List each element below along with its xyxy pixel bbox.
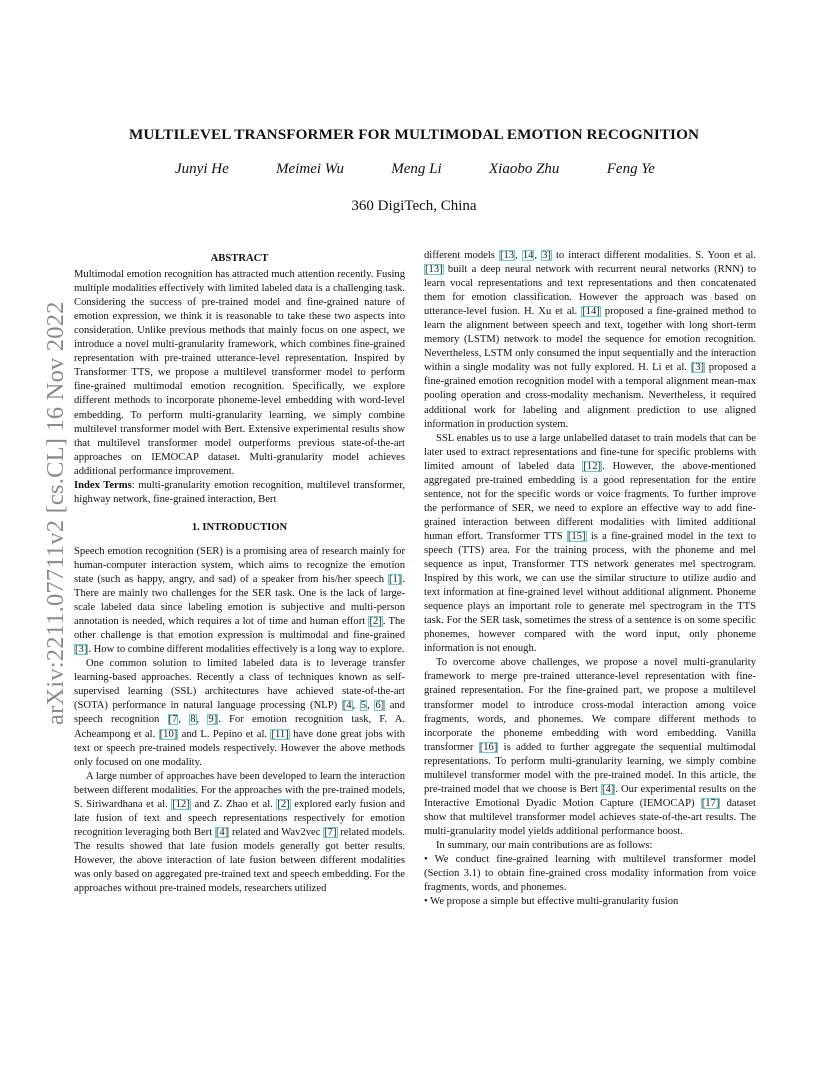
intro-paragraph — [424, 656, 756, 839]
text-run: proposed a fine-grained method to learn the alignment between speech and text, together with long short-term memory (LSTM) network to model the sequence for emotion recognition. Nevertheless, LSTM only consumed the input sequentially and the interaction within a single modality was not fully explored. H. Li et al. — [424, 306, 757, 374]
citation-link[interactable]: [7 — [168, 714, 178, 726]
citation-link[interactable]: [12] — [583, 460, 602, 472]
text-run: and Z. Zhao et al. — [190, 798, 277, 810]
text-run: dataset show that multilevel transformer model achieves state-of-the-art results. The multi-granularity model yields additional performance boost. — [424, 797, 756, 837]
citation-link[interactable]: 8 — [190, 714, 196, 726]
text-run: SSL enables us to use a large unlabelled dataset to train models that can be later used to extract representations and fine-tune for specific problems with limited amount of labeled data — [424, 432, 756, 472]
intro-paragraph: One common solution to limited labeled data is to leverage transfer learning-based approaches. Recently a class of techniques known as self-supervised learning (SSL) architectures have achieved state-of-the-art (SOTA) performance in natural language processing (NLP) [4, 5, 6] and speech recognition [7, 8, 9]. For emotion recognition task, F. A. Acheampong et al. [10] and L. Pepino et al. [11] have done great jobs with text or speech pre-trained models respectively. However the above methods only focused on one modality. — [74, 658, 406, 768]
intro-paragraph — [74, 770, 405, 896]
text-run: related models. The results showed that late fusion models generally got better results. However, the above interaction of late fusion between different modalities was only based on aggregated pre-trained text and speech embedding. For the approaches without pre-trained models, researchers utilized — [74, 826, 405, 895]
author-name: Junyi He — [175, 161, 229, 177]
text-run: and speech recognition — [74, 700, 406, 726]
citation-link[interactable]: [10] — [159, 728, 178, 740]
citation-link[interactable]: [3] — [75, 644, 88, 656]
text-run: Speech emotion recognition (SER) is a promising area of research mainly for human-computer interaction system, which aims to recognize the emotion state (such as happy, angry, and sad) of a speaker from his/her speech — [74, 545, 405, 585]
abstract-text: Multimodal emotion recognition has attracted much attention recently. Fusing multiple modalities effectively with limited labeled data is a challenging task. Considering the success of pre-trained model and fine-grained nature of emotion expression, we think it is reasonable to take these two aspects into consideration. Unlike previous methods that mainly focus on one aspect, we introduce a novel multi-granularity framework, which combines fine-grained representation with pre-trained utterance-level representation. Inspired by Transformer TTS, we propose a multilevel transformer model to perform fine-grained multimodal emotion recognition. Specifically, we explore different methods to incorporate phoneme-level embedding with word-level embedding. To perform multi-granularity learning, we simply combine multilevel transformer model with Bert. Extensive experimental results show that multilevel transformer model outperforms previous state-of-the-art approaches on IEMOCAP dataset. Multi-granularity model achieves additional performance improvement. — [74, 269, 405, 477]
text-run: . Our experimental results on the Interactive Emotional Dyadic Motion Capture (IEMOCAP) — [424, 783, 757, 809]
text-run: . However, the above-mentioned aggregated pre-trained embedding is a good representation for the entire sentence, not for the specific words or voice fragments. To further improve the performance of SER, we need to explore an effective way to add fine-grained interaction between different modalities with limited additional human effort. Transformer TTS — [424, 460, 756, 542]
summary-intro: In summary, our main contributions are as follows: — [436, 839, 653, 851]
index-terms-label: Index Terms — [74, 479, 132, 491]
text-run: . How to combine different modalities effectively is a long way to explore. — [88, 644, 405, 656]
text-run: . The other challenge is that emotion expression is multimodal and fine-grained — [74, 616, 405, 642]
citation-link[interactable]: [15] — [567, 530, 586, 542]
citation-link[interactable]: 9] — [208, 714, 218, 726]
abstract-heading: ABSTRACT — [210, 253, 269, 264]
author-name: Feng Ye — [606, 161, 655, 177]
citation-link[interactable]: [13] — [425, 264, 443, 276]
citation-link[interactable]: [13 — [499, 250, 515, 261]
right-column — [424, 249, 756, 909]
citation-link[interactable]: [14] — [582, 306, 600, 318]
text-run: explored early fusion and late fusion of text and speech representations respectively for emotion recognition leveraging both Bert — [74, 798, 405, 838]
contribution-bullet: • We conduct fine-grained learning with multilevel transformer model (Section 3.1) to obtain fine-grained cross modality information from voice fragments, words, and phonemes. — [424, 854, 756, 894]
citation-link[interactable]: [1] — [388, 573, 402, 585]
intro-heading: 1. INTRODUCTION — [191, 521, 288, 533]
citation-link[interactable]: [17] — [701, 797, 720, 809]
affiliation: 360 DigiTech, China — [351, 198, 477, 214]
text-run: is a fine-grained model in the text to speech (TTS) area. For the training process, with the phoneme and mel sequence as input, Transformer TTS network generates mel spectrogram. Inspired by this work, we can use the similar structure to utilize audio and text information at fine-grained level without additional alignment. Phoneme sequence plays an important role to generate mel spectrogram in the TTS task. For the SER task, sometimes the stress of a sentence is on some specific phonemes, however compared with the word input, only phoneme information is not enough. — [424, 530, 756, 655]
text-run: related and Wav2vec — [229, 826, 324, 838]
paper-title: MULTILEVEL TRANSFORMER FOR MULTIMODAL EMOTION RECOGNITION — [128, 126, 700, 143]
text-run: have done great jobs with text or speech pre-trained models respectively. However the above methods only focused on one modality. — [74, 728, 405, 768]
author-name: Meimei Wu — [276, 161, 344, 177]
text-run: is added to further aggregate the sequential multimodal representations. To perform multi-granularity learning, we simply combine multilevel transformer model with the pre-trained model. In this article, the pre-trained model that we choose is Bert — [424, 741, 756, 795]
author-name: Meng Li — [391, 161, 442, 177]
intro-paragraph: different models [13, 14, 3] to interact different modalities. S. Yoon et al. [13] built a deep neural network with recurrent neural networks (RNN) to learn vocal representations and text representations and then concatenated them for emotion classification. However the approach was based on utterance-level fusion. H. Xu et al. [14] proposed a fine-grained method to learn the alignment between speech and text, together with long short-term memory (LSTM) network to model the sequence for emotion recognition. Nevertheless, LSTM only consumed the input sequentially and the interaction within a single modality was not fully explored. H. Li et al. [3] proposed a fine-grained emotion recognition model with a temporal alignment mean-max pooling operation and cross-modality mechanism. Nevertheless, it required additional work for labeling and alignment prediction to use aligned information in production system. — [424, 250, 757, 430]
citation-link[interactable]: [11] — [271, 728, 289, 740]
citation-link[interactable]: 14 — [522, 250, 534, 261]
text-run: . There are mainly two challenges for the SER task. One is the lack of large-scale labeled data since labeling emotion is subjective and multi-person annotation is needed, which requires a lot of time and human effort — [74, 573, 405, 628]
text-run: One common solution to limited labeled data is to leverage transfer learning-based approaches. Recently a class of techniques known as self-supervised learning (SSL) architectures have achieved state-of-the-art (SOTA) performance in natural language processing (NLP) — [74, 658, 405, 712]
citation-link[interactable]: [3] — [691, 362, 705, 374]
citation-link[interactable]: [4 — [342, 700, 352, 712]
author-list — [175, 161, 655, 178]
contribution-bullet: • We propose a simple but effective multi-granularity fusion — [424, 896, 679, 908]
citation-link[interactable]: [2] — [277, 798, 290, 810]
arxiv-stamp-text: arXiv:2211.07711v2 [cs.CL] 16 Nov 2022 — [42, 301, 69, 725]
index-terms-text: : multi-granularity emotion recognition, multilevel transformer, highway network, fine-grained interaction, Bert — [74, 479, 406, 505]
citation-link[interactable]: 6] — [375, 700, 385, 712]
intro-paragraph — [74, 545, 405, 657]
citation-link[interactable]: [2] — [369, 616, 382, 628]
text-run: to interact different modalities. S. Yoon et al. — [551, 250, 756, 261]
text-run: different models — [424, 250, 499, 261]
text-run: proposed a fine-grained emotion recognition model with a temporal alignment mean-max pooling operation and cross-modality mechanism. Nevertheless, it required additional work for labeling and alignment prediction to use aligned information in production system. — [424, 362, 756, 430]
citation-link[interactable]: 5 — [360, 700, 367, 712]
author-name: Xiaobo Zhu — [489, 161, 560, 177]
citation-link[interactable]: [16] — [479, 741, 498, 753]
text-run: A large number of approaches have been developed to learn the interaction between different modalities. For the approaches with the pre-trained models, S. Siriwardhana et al. — [74, 770, 405, 810]
text-run: To overcome above challenges, we propose a novel multi-granularity framework to merge pre-trained utterance-level representation with fine-grained representation. For the fine-grained part, we propose a multilevel transformer model to introduce cross-modal interaction among voice fragments, words, and phonemes. We compare different methods to incorporate the phoneme embedding with word embedding. Vanilla transformer — [424, 657, 756, 753]
text-run: and L. Pepino et al. — [178, 728, 271, 740]
citation-link[interactable]: [4] — [215, 826, 229, 838]
text-run: built a deep neural network with recurrent neural networks (RNN) to learn vocal representations and text representations and then concatenated them for emotion classification. However the approach was based on utterance-level fusion. H. Xu et al. — [424, 264, 756, 318]
citation-link[interactable]: [7] — [324, 826, 337, 838]
index-terms — [74, 479, 405, 507]
citation-link[interactable]: [4] — [601, 783, 615, 795]
text-run: . For emotion recognition task, F. A. Acheampong et al. — [74, 714, 405, 740]
left-column — [74, 252, 405, 896]
arxiv-stamp — [22, 285, 69, 725]
intro-paragraph — [424, 432, 756, 657]
citation-link[interactable]: 3] — [542, 250, 551, 261]
citation-link[interactable]: [12] — [172, 798, 190, 810]
